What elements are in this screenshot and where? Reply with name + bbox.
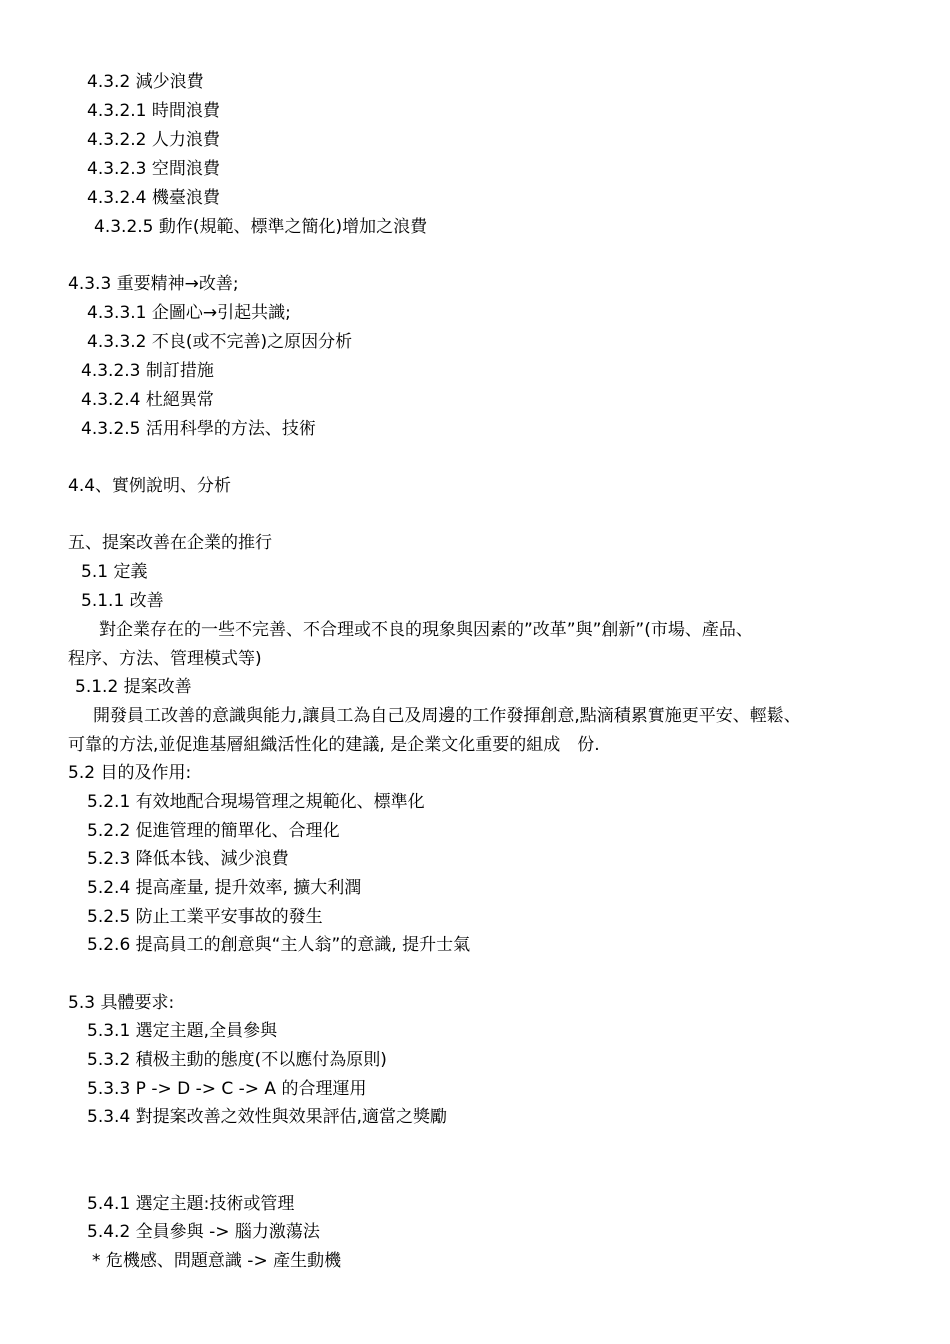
heading-5-2: 5.2 目的及作用: bbox=[68, 763, 192, 783]
chapter-5-title: 五、提案改善在企業的推行 bbox=[68, 533, 272, 553]
item-5-3-2: 5.3.2 積极主動的態度(不以應付為原則) bbox=[87, 1050, 387, 1070]
item-5-2-3: 5.2.3 降低本钱、減少浪費 bbox=[87, 849, 289, 869]
item-4-3-2-1: 4.3.2.1 時間浪費 bbox=[87, 101, 220, 121]
item-4-3-3-2: 4.3.3.2 不良(或不完善)之原因分析 bbox=[87, 332, 353, 352]
item-5-3-1: 5.3.1 選定主題,全員參與 bbox=[87, 1021, 278, 1041]
bullet-crisis-awareness: * 危機感、問題意識 -> 產生動機 bbox=[92, 1251, 342, 1271]
heading-5-1-1: 5.1.1 改善 bbox=[81, 591, 164, 611]
heading-4-3-2: 4.3.2 減少浪費 bbox=[87, 72, 204, 92]
item-4-3-3-1: 4.3.3.1 企圖心→引起共識; bbox=[87, 303, 291, 323]
heading-4-3-3: 4.3.3 重要精神→改善; bbox=[68, 274, 239, 294]
item-4-3-2-3: 4.3.2.3 空間浪費 bbox=[87, 159, 220, 179]
item-4-3-2-4: 4.3.2.4 機臺浪費 bbox=[87, 188, 220, 208]
heading-5-1: 5.1 定義 bbox=[81, 562, 148, 582]
item-5-2-2: 5.2.2 促進管理的簡單化、合理化 bbox=[87, 821, 340, 841]
item-4-3-2-5b: 4.3.2.5 活用科學的方法、技術 bbox=[81, 419, 316, 439]
paragraph-5-1-1-line1: 對企業存在的一些不完善、不合理或不良的現象與因素的”改革”與”創新”(市場、產品、 bbox=[99, 620, 753, 640]
paragraph-5-1-2-line2: 可靠的方法,並促進基層組織活性化的建議, 是企業文化重要的組成 份. bbox=[68, 735, 600, 755]
item-5-4-2: 5.4.2 全員參與 -> 腦力激蕩法 bbox=[87, 1222, 320, 1242]
item-5-4-1: 5.4.1 選定主題:技術或管理 bbox=[87, 1194, 295, 1214]
paragraph-5-1-1-line2: 程序、方法、管理模式等) bbox=[68, 649, 262, 669]
item-4-3-2-2: 4.3.2.2 人力浪費 bbox=[87, 130, 220, 150]
item-4-3-2-5: 4.3.2.5 動作(規範、標準之簡化)增加之浪費 bbox=[94, 217, 428, 237]
heading-5-1-2: 5.1.2 提案改善 bbox=[75, 677, 192, 697]
heading-5-3: 5.3 具體要求: bbox=[68, 993, 175, 1013]
heading-4-4: 4.4、實例說明、分析 bbox=[68, 476, 232, 496]
item-5-2-4: 5.2.4 提高產量, 提升效率, 擴大利潤 bbox=[87, 878, 362, 898]
item-5-3-4: 5.3.4 對提案改善之效性與效果評估,適當之獎勵 bbox=[87, 1107, 448, 1127]
item-5-2-1: 5.2.1 有效地配合現場管理之規範化、標準化 bbox=[87, 792, 425, 812]
item-5-3-3: 5.3.3 P -> D -> C -> A 的合理運用 bbox=[87, 1079, 367, 1099]
item-4-3-2-4b: 4.3.2.4 杜絕異常 bbox=[81, 390, 214, 410]
paragraph-5-1-2-line1: 開發員工改善的意識與能力,讓員工為自己及周邊的工作發揮創意,點滴積累實施更平安、輕鬆、 bbox=[93, 706, 801, 726]
item-5-2-5: 5.2.5 防止工業平安事故的發生 bbox=[87, 907, 323, 927]
item-5-2-6: 5.2.6 提高員工的創意與“主人翁”的意識, 提升士氣 bbox=[87, 935, 471, 955]
item-4-3-2-3b: 4.3.2.3 制訂措施 bbox=[81, 361, 214, 381]
